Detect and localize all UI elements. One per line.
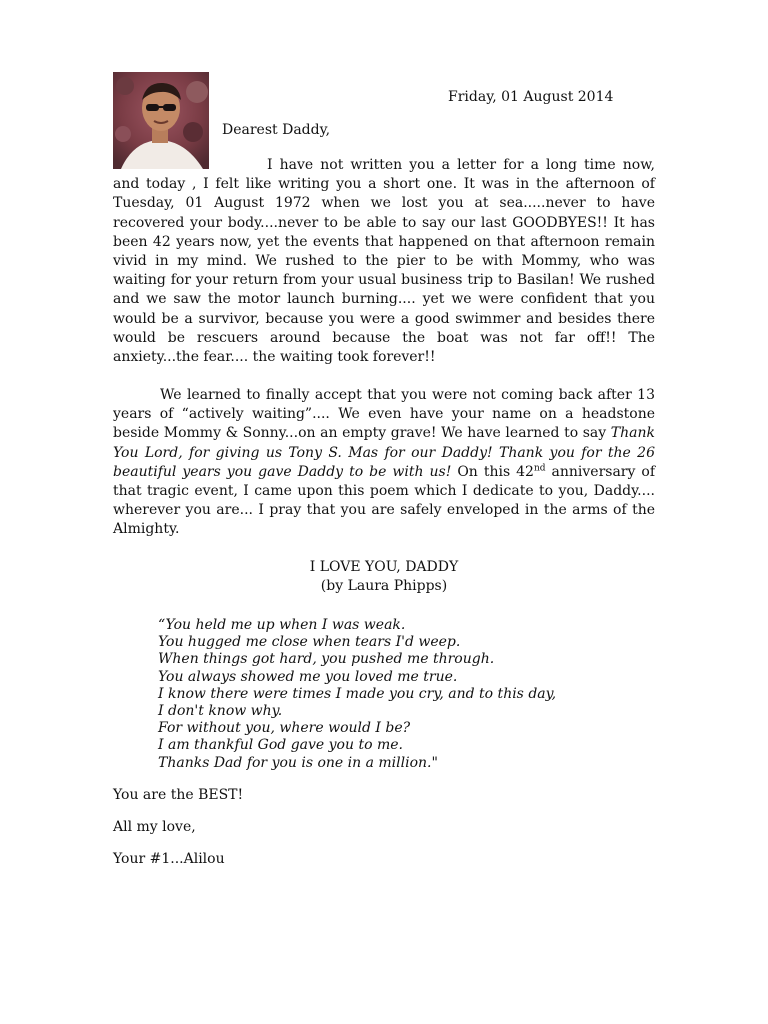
poem-line: For without you, where would I be? [158, 720, 411, 737]
paragraph-2-text-c: anniversary of that tragic event, I came upon this poem which I dedicate to you, Daddy.... wherever you are... I pray that you are safely enveloped in the arms of the Almighty. [113, 463, 656, 538]
letter-date: Friday, 01 August 2014 [448, 89, 614, 105]
poem-line: When things got hard, you pushed me through. [158, 651, 495, 668]
father-photo [113, 72, 209, 169]
closing-best: You are the BEST! [113, 787, 244, 803]
paragraph-2-text-a: We learned to finally accept that you were not coming back after 13 years of “actively waiting”.... We even have your name on a headstone beside Mommy & Sonny...on an empty grave! We have learned to say [113, 387, 655, 442]
paragraph-1: I have not written you a letter for a long time now, and today , I felt like writing you a short one. It was in the afternoon of Tuesday, 01 August 1972 when we lost you at sea.....never to have recovered your body....never to be able to say our last GOODBYES!! It has been 42 years now, yet the events that happened on that afternoon remain vivid in my mind. We rushed to the pier to be with Mommy, who was waiting for your return from your usual business trip to Basilan! We rushed and we saw the motor launch burning.... yet we were confident that you would be a survivor, because you were a good swimmer and besides there would be rescuers around because the boat was not far off!! The anxiety...the fear.... the waiting took forever!! [113, 157, 655, 366]
poem-line: You hugged me close when tears I'd weep. [158, 634, 461, 651]
poem-title: I LOVE YOU, DADDY [309, 559, 459, 575]
paragraph-2-text-b: On this 42 [451, 463, 534, 480]
poem [158, 617, 556, 772]
poem-line: I don't know why. [158, 703, 283, 720]
poem-line: I am thankful God gave you to me. [158, 737, 403, 754]
paragraph-2-italic: Thank You Lord, for giving us Tony S. Mas for our Daddy! Thank you for the 26 beautiful years you gave Daddy to be with us! [113, 425, 655, 480]
ordinal-suffix: nd [533, 463, 546, 474]
poem-line: You always showed me you loved me true. [158, 668, 458, 685]
poem-line: “You held me up when I was weak. [158, 617, 406, 633]
salutation: Dearest Daddy, [222, 122, 331, 138]
signature: Your #1...Alilou [113, 851, 225, 867]
paragraph-2 [113, 386, 655, 540]
poem-line: Thanks Dad for you is one in a million." [158, 754, 438, 771]
closing-love: All my love, [113, 819, 196, 835]
poem-author: (by Laura Phipps) [320, 578, 448, 594]
poem-line: I know there were times I made you cry, and to this day, [158, 685, 557, 702]
